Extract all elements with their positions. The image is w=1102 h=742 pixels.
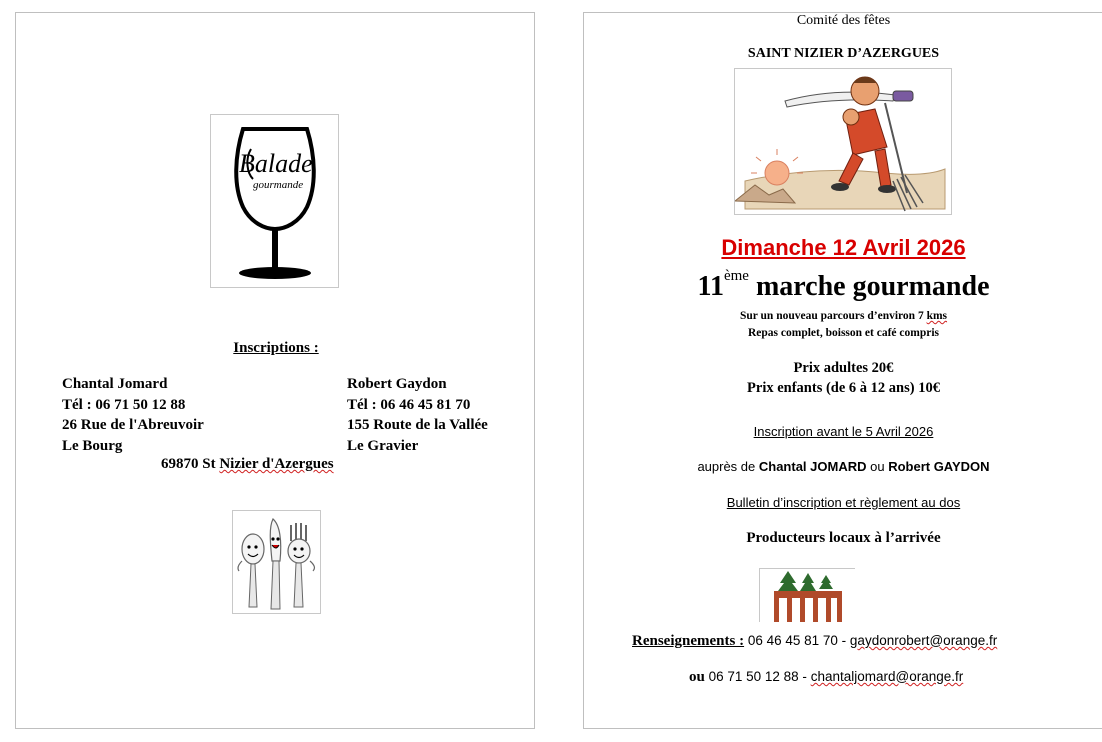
info-email-1[interactable]: gaydonrobert@orange.fr [849, 633, 998, 648]
postal-town: Nizier d'Azergues [219, 456, 334, 472]
event-date: Dimanche 12 Avril 2026 [721, 235, 966, 260]
info-email-2[interactable]: chantaljomard@orange.fr [810, 669, 964, 684]
meal-info: Repas complet, boisson et café compris [747, 327, 939, 339]
left-page [15, 12, 535, 729]
inscriptions-title: Inscriptions : [233, 340, 319, 356]
local-producers: Producteurs locaux à l’arrivée [746, 530, 941, 546]
logo-subtitle: gourmande [253, 179, 304, 191]
adult-price: Prix adultes 20€ [793, 360, 894, 376]
contact-name: Chantal Jomard [62, 376, 168, 392]
or-label: ou [689, 669, 705, 685]
chef-with-fork-illustration [735, 69, 951, 214]
committee-label: Comité des fêtes [796, 13, 891, 28]
right-page [583, 12, 1102, 729]
contacts-prefix: auprès de [697, 459, 759, 474]
contact-place: Le Bourg [62, 437, 123, 454]
contact-address: 155 Route de la Vallée [347, 417, 488, 433]
event-title-rest: marche gourmande [748, 271, 990, 302]
contact-tel: Tél : 06 71 50 12 88 [62, 396, 186, 413]
postal-address [161, 456, 334, 473]
contacts-middle: ou [866, 459, 889, 474]
contact-place: Le Gravier [347, 437, 419, 454]
contact-name-2: Robert GAYDON [888, 459, 990, 474]
registration-form-note: Bulletin d’inscription et règlement au dos [726, 495, 961, 510]
info-label: Renseignements : [632, 633, 745, 649]
event-ordinal: 11 [697, 271, 724, 302]
postal-code: 69870 St [161, 456, 220, 472]
event-ordinal-suffix: ème [723, 268, 749, 284]
event-title [584, 268, 1102, 303]
happy-cutlery-icon [233, 511, 320, 613]
contact-address: 26 Rue de l'Abreuvoir [62, 417, 204, 433]
aqueduct-icon [760, 569, 855, 622]
contact-robert [347, 374, 488, 456]
logo-title: Balade [239, 149, 313, 178]
info-phone-2: 06 71 50 12 88 - [704, 669, 811, 684]
village-name: SAINT NIZIER D’AZERGUES [747, 46, 940, 61]
cutlery-illustration [232, 510, 321, 614]
aqueduct-illustration [759, 568, 855, 622]
contact-name-1: Chantal JOMARD [758, 459, 867, 474]
contact-chantal [62, 374, 204, 456]
child-price: Prix enfants (de 6 à 12 ans) 10€ [747, 380, 940, 396]
course-info [584, 310, 1102, 322]
course-text: Sur un nouveau parcours d’environ 7 [739, 310, 927, 322]
info-line-2 [689, 669, 963, 686]
info-phone-1: 06 46 45 81 70 - [744, 633, 850, 648]
registration-deadline: Inscription avant le 5 Avril 2026 [753, 424, 934, 439]
chef-illustration [734, 68, 952, 215]
balade-gourmande-logo [210, 114, 339, 288]
contact-name: Robert Gaydon [347, 376, 447, 392]
info-line-1 [632, 633, 997, 650]
course-unit: kms [926, 310, 948, 322]
contact-tel: Tél : 06 46 45 81 70 [347, 396, 471, 413]
wine-glass-icon [211, 115, 338, 287]
registration-contacts [584, 459, 1102, 474]
